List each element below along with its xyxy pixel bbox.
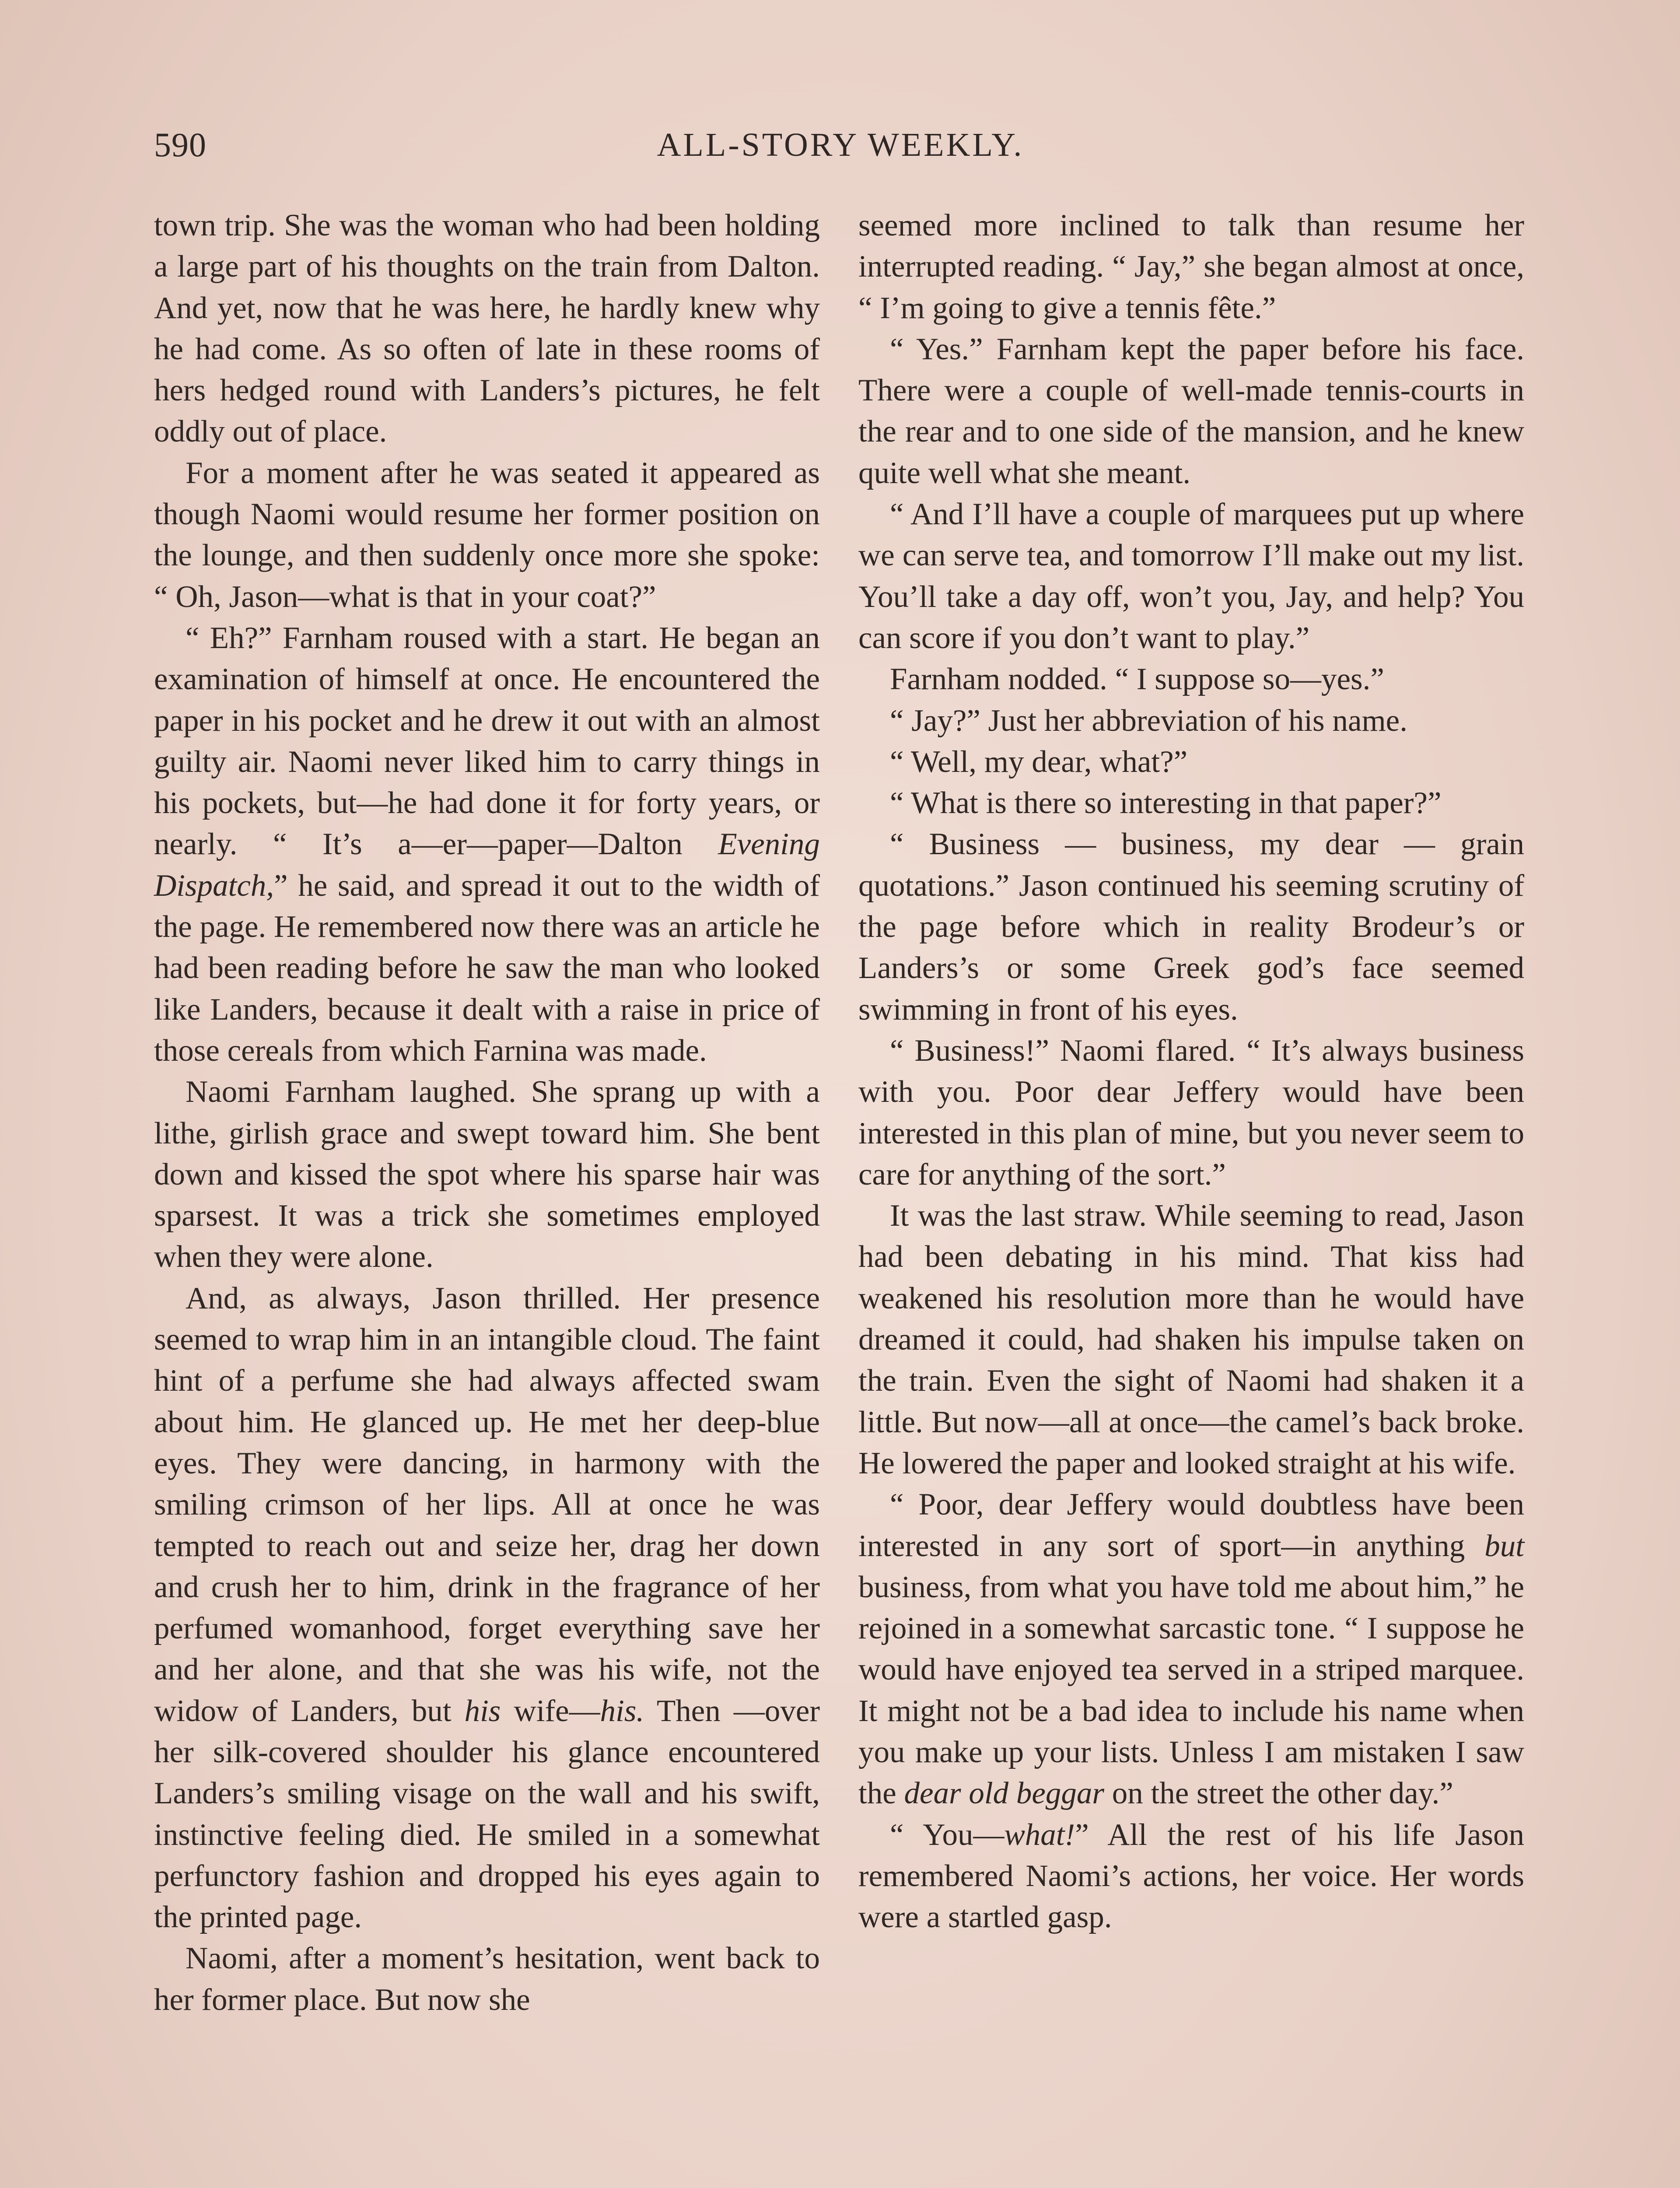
paragraph: “ Business — business, my dear — grain quotations.” Jason continued his seeming scrutiny of the page before which in reality Brodeur’s or Landers’s or some Greek god’s face seemed swimming in front of his eyes. [858,827,1524,1027]
paragraph: Naomi Farnham laughed. She sprang up with a lithe, girlish grace and swept toward him. She bent down and kissed the spot where his sparse hair was sparsest. It was a trick she sometimes employed when they were alone. [154,1075,820,1274]
italic-text: his [464,1694,501,1728]
left-column [154,205,820,2020]
right-column [858,205,1524,1938]
paragraph: Naomi, after a moment’s hesitation, went back to her former place. But now she [154,1941,820,2017]
paragraph: “ Well, my dear, what?” [890,744,1188,779]
paragraph: For a moment after he was seated it appeared as though Naomi would resume her former position on the lounge, and then suddenly once more she spoke: “ Oh, Jason—what is that in your coat?” [154,456,820,614]
paragraph: And, as always, Jason thrilled. Her presence seemed to wrap him in an intangible cloud. The faint hint of a perfume she had always affected swam about him. He glanced up. He met her deep-blue eyes. They were dancing, in harmony with the smiling crimson of her lips. All at once he was tempted to reach out and seize her, drag her down and crush her to him, drink in the fragrance of her perfumed womanhood, forget everything save her and her alone, and that she was his wife, not the widow of Landers, but his wife—his. Then —over her silk-covered shoulder his glance encountered Landers’s smiling visage on the wall and his swift, instinctive feeling died. He smiled in a somewhat perfunctory fashion and dropped his eyes again to the printed page. [154,1281,820,1935]
paragraph: “ You—what!” All the rest of his life Jason remembered Naomi’s actions, her voice. Her words were a startled gasp. [858,1817,1524,1935]
page-header [154,121,1527,178]
italic-text: his. [600,1694,644,1728]
paragraph: “ Jay?” Just her abbreviation of his name. [890,703,1407,738]
paragraph: town trip. She was the woman who had been holding a large part of his thoughts on the train from Dalton. And yet, now that he was here, he hardly knew why he had come. As so often of late in these rooms of hers hedged round with Landers’s pictures, he felt oddly out of place. [154,208,820,449]
italic-text: what! [1004,1817,1075,1852]
page-number: 590 [154,126,206,164]
paragraph: “ What is there so interesting in that paper?” [890,786,1442,820]
running-title: ALL-STORY WEEKLY. [657,126,1024,163]
paragraph: “ And I’ll have a couple of marquees put up where we can serve tea, and tomorrow I’ll make out my list. You’ll take a day off, won’t you, Jay, and help? You can score if you don’t want to play.” [858,497,1524,655]
italic-text: but [1484,1529,1524,1563]
paragraph: “ Eh?” Farnham roused with a start. He began an examination of himself at once. He encountered the paper in his pocket and he drew it out with an almost guilty air. Naomi never liked him to carry things in his pockets, but—he had done it for forty years, or nearly. “ It’s a—er—paper—Dalton Evening Dispatch,” he said, and spread it out to the width of the page. He remembered now there was an article he had been reading before he saw the man who looked like Landers, because it dealt with a raise in price of those cereals from which Farnina was made. [154,621,820,1068]
paragraph: seemed more inclined to talk than resume her interrupted reading. “ Jay,” she began almost at once, “ I’m going to give a tennis fête.” [858,208,1524,325]
paragraph: It was the last straw. While seeming to read, Jason had been debating in his mind. That kiss had weakened his resolution more than he would have dreamed it could, had shaken his impulse taken on the train. Even the sight of Naomi had shaken it a little. But now—all at once—the camel’s back broke. He lowered the paper and looked straight at his wife. [858,1199,1524,1480]
paragraph: Farnham nodded. “ I suppose so—yes.” [890,662,1384,697]
paragraph: “ Business!” Naomi flared. “ It’s always business with you. Poor dear Jeffery would have been interested in this plan of mine, but you never seem to care for anything of the sort.” [858,1033,1524,1192]
paragraph: “ Yes.” Farnham kept the paper before his face. There were a couple of well-made tennis-courts in the rear and to one side of the mansion, and he knew quite well what she meant. [858,332,1524,490]
paragraph: “ Poor, dear Jeffery would doubtless have been interested in any sort of sport—in anything but business, from what you have told me about him,” he rejoined in a somewhat sarcastic tone. “ I suppose he would have enjoyed tea served in a striped marquee. It might not be a bad idea to include his name when you make up your lists. Unless I am mistaken I saw the dear old beggar on the street the other day.” [858,1487,1524,1811]
italic-text: Evening Dispatch, [154,827,820,903]
italic-text: dear old beggar [904,1776,1105,1811]
